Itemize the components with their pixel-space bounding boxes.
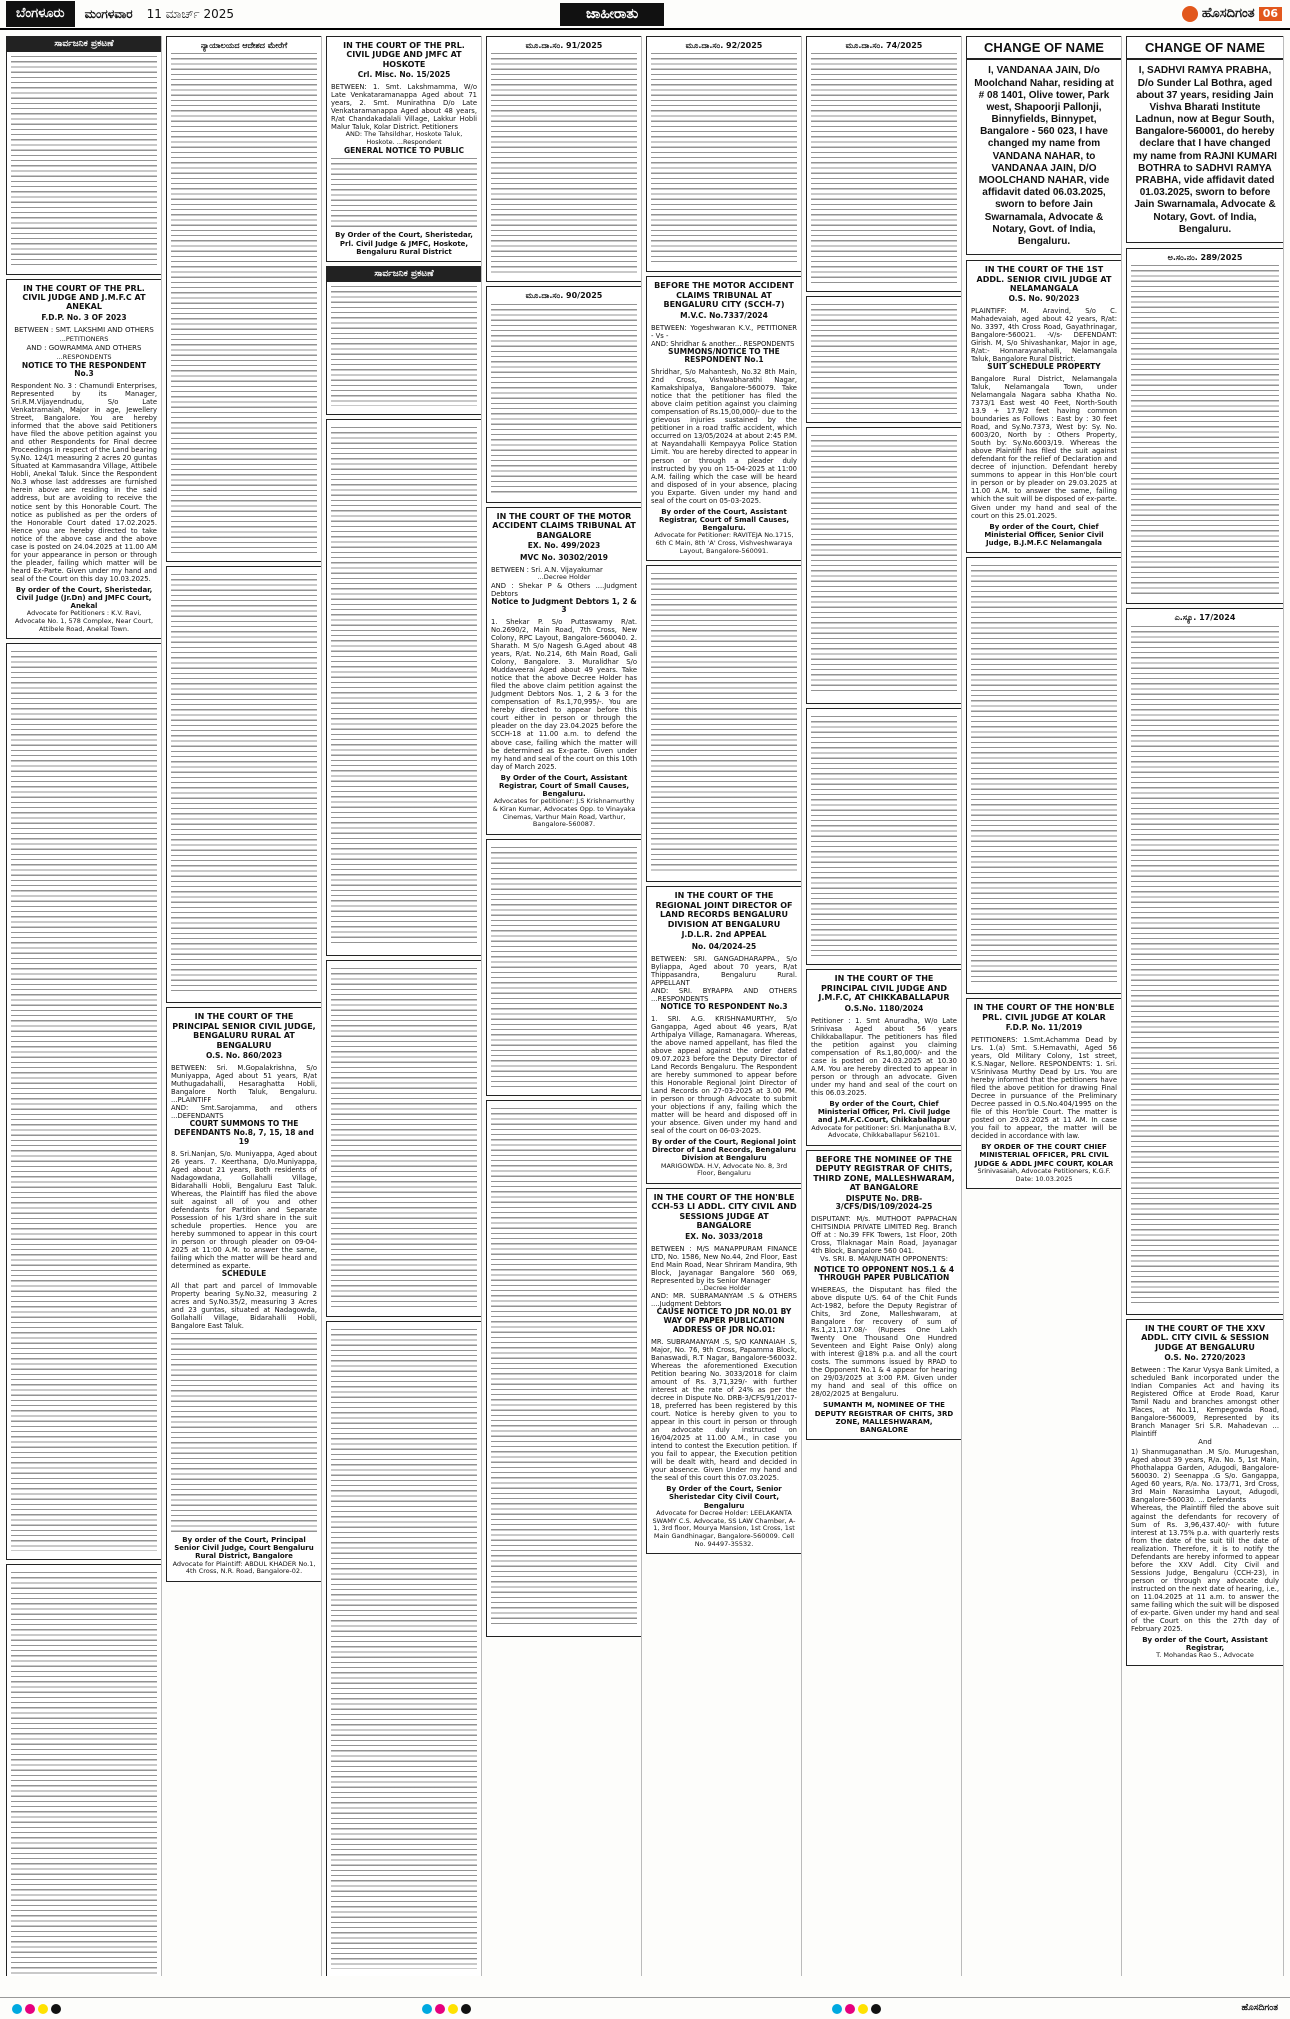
brand-logo-icon [1182,6,1198,22]
footer-brand: ಹೊಸದಿಗಂತ [1241,2003,1278,2014]
notice-heading: IN THE COURT OF THE PRINCIPAL SENIOR CIVIL JUDGE, BENGALURU RURAL AT BENGALURU [172,1012,316,1050]
change-of-name-1 [966,36,1122,255]
advocate-info: Srinivasaiah, Advocate Petitioners, K.G.F. Date: 10.03.2025 [977,1166,1111,1183]
public-notice-header: ಸಾರ್ವಜನಿಕ ಪ್ರಕಟಣೆ [7,37,161,52]
kannada-notice-10 [486,839,642,1096]
disputant-line: DISPUTANT: M/s. MUTHOOT PAPPACHAN CHITSINDIA PRIVATE LIMITED Reg. Branch Off at : No.39 FFK Towers, 1st Floor, 20th Cross, Tilaknagar Main Road, Jayanagar 4th Block, Bangalore 560 041. [811,1215,957,1256]
appeal-number: No. 04/2024-25 [691,941,757,951]
notice-heading: IN THE COURT OF THE REGIONAL JOINT DIRECTOR OF LAND RECORDS BENGALURU DIVISION AT BENGALURU [655,891,793,929]
kannada-notice-18 [1126,248,1284,604]
notice-heading: IN THE COURT OF THE HON'BLE CCH-53 LI ADDL. CITY CIVIL AND SESSIONS JUDGE AT BANGALORE [651,1192,797,1231]
notice-heading: ಎ.ಸ್ಯೂ. 17/2024 [1174,613,1236,623]
kannada-notice-4 [166,566,322,1003]
court-signature: By order of the Court, Chief Ministerial Officer, Senior Civil Judge, B.J.M.F.C Nelamangala [984,522,1104,548]
notice-to: NOTICE TO RESPONDENT No.3 [660,1001,788,1011]
notice-heading: BEFORE THE NOMINEE OF THE DEPUTY REGISTRAR OF CHITS, THIRD ZONE, MALLESHWARAM, AT BANGALORE [813,1154,955,1193]
vs-line: Vs. SRI. B. MANJUNATH OPPONENTS: [820,1255,948,1264]
kannada-notice-12 [646,36,802,272]
kannada-notice-19 [1126,608,1284,1314]
xxv-addl-notice [1126,1319,1284,1666]
kannada-notice-14 [806,36,962,292]
column-6 [806,36,962,1976]
advocate-info: Advocate for Decree Holder: LEELAKANTA SWAMY C.S. Advocate, SS LAW Chamber, A-1, 3rd floor, Mourya Mansion, 1st Cross, 1st Main Gandhinagar, Bangalore-560009. Cell No. 94497-35532. [652,1508,796,1548]
notice-text-block [331,158,477,228]
yellow-dot-icon [858,2004,868,2014]
and-line: AND : Shekar P & Others ....Judgment Debtors [491,581,637,598]
notice-heading: ನ್ಯಾಯಾಲಯದ ಆದೇಶದ ಮೇರೆಗೆ [200,41,288,50]
notice-body: Respondent No. 3 : Chamundi Enterprises, Represented by its Manager, Sri.R.M.Vijayendrudu, S/o Late Venkatramaiah, Major in age, Jewellery Street, Bangalore. You are hereby informed that the above said Petitioners have filed the above petition against you and other Respondents for Final decree Proceedings in respect of the Land bearing Sy.No. 124/1 measuring 2 acres 20 guntas Situated at Kammasandra Village, Attibele Hobli, Anekal Taluk. Since the Respondent No.3 whose last addresses are furnished herein above are residing in the said address, but are avoiding to receive the notice sent by this Honorable Court. The notice as published as per the orders of the Honorable Court dated 17.02.2025. Hence you are hereby directed to take notice of the above case and the above case is posted on 24.04.2025 at 11.00 AM for your appearance in person or through the pleader, failing which matter will be heard Ex-Parte. Given under my hand and seal of the Court on this day 10.03.2025. [11,382,157,583]
and-line: AND: MR. SUBRAMANYAM .S & OTHERS ....Judgment Debtors [651,1292,797,1309]
court-signature: By order of the Court, Assistant Registrar, Court of Small Causes, Bengaluru. [658,507,790,533]
court-signature: By order of the Court, Regional Joint Director of Land Records, Bengaluru Division at Bengaluru [652,1137,796,1163]
notice-body: 8. Sri.Nanjan, S/o. Muniyappa, Aged about 26 years. 7. Keerthana, D/o.Muniyappa, Aged about 21 years, Both residents of Nadagowdana, Gollahalli Village, Bidarahalli Hobli, Bengaluru East Taluk. Whereas, the Plaintiff has filed the above suit against all of you and other defendants for Partition and Separate Possession of his 1/3rd share in the suit schedule properties. Hence you are hereby summoned to appear in this court in person or through pleader on 09-04-2025 at 11:00 A.M. to answer the same, failing which the matter will be heard and determined as exparte. [171,1149,317,1270]
notice-body: BETWEEN: 1. Smt. Lakshmamma, W/o Late Venkataramanappa Aged about 71 years, 2. Smt. Munirathna D/o Late Venkataramanappa Aged about 48 years, R/at Chandakadalali Village, Lakkur Hobli Malur Taluk, Kolar District. Petitioners [331,83,477,132]
registration-marks-left [12,2004,61,2014]
and-line: And [1198,1438,1212,1447]
notice-to: NOTICE TO OPPONENT NOS.1 & 4 THROUGH PAPER PUBLICATION [813,1264,955,1283]
case-number: DISPUTE No. DRB-3/CFS/DIS/109/2024-25 [835,1193,933,1212]
summons-title: COURT SUMMONS TO THE DEFENDANTS No.8, 7, 15, 18 and 19 [174,1119,314,1146]
edition-number: 06 [1259,7,1282,22]
notice-text-block [651,53,797,263]
between-line: BETWEEN: Yogeshwaran K.V., PETITIONER - Vs - [651,323,797,340]
court-signature: By order of the Court, Chief Ministerial Officer, Prl. Civil Judge and J.M.F.C.Court, Chikkaballapur [817,1099,951,1125]
hoskote-court-notice [326,36,482,262]
date-label: 11 ಮಾರ್ಚ್ 2025 [146,6,234,21]
change-of-name-text: I, SADHVI RAMYA PRABHA, D/o Sunder Lal Bothra, aged about 37 years, residing Jain Vishva Bharati Institute Ladnun, now at Begur South, Bangalore-560001, do hereby declare that I have changed my name from RAJNI KUMARI BOTHRA to SADHVI RAMYA PRABHA, vide affidavit dated 01.03.2025, sworn to before Jain Swarnamala, Advocate & Notary, Govt. of India, Bengaluru. [1133,65,1277,235]
kannada-notice-8 [486,36,642,282]
between-line: Between : The Karur Vysya Bank Limited, a scheduled Bank incorporated under the Indian Companies Act and having its Registered Office at Erode Road, Karur Tamil Nadu and branches amongst other Places, at No.11, Kempegowda Road, Bangalore-560009, Represented by its Branch Manager Sri S.R. Mahadevan ... Plaintiff [1131,1365,1279,1439]
notice-to: SUMMONS/NOTICE TO THE RESPONDENT No.1 [668,346,780,365]
schedule-body: Bangalore Rural District, Nelamangala Taluk, Nelamangala Town, under Nelamangala Nagara sabha Khatha No. 7373/1 East west 40 Feet, North-South 13.9 + 17.9/2 feet having common boundaries as Follows : East by : 30 feet Road, and Sy.No.7373, West by: Sy. No. 6003/20, North by : Others Property, South by: Sy.No.6003/19. Whereas the above Plaintiff has filed the suit against defendant for the relief of Declaration and decree of injunction. Defendant hereby summons to appear in this Hon'ble court in person or by pleader on 29.03.2025 at 11.00 A.M. to answer the same, failing which the suit will be disposed of ex-parte. Given under my hand and seal of the court on this 25.01.2025. [971,375,1117,520]
column-8 [1126,36,1284,1976]
column-7 [966,36,1122,1976]
kolar-notice [966,998,1122,1189]
cyan-dot-icon [12,2004,22,2014]
notice-text-block [1131,265,1279,595]
public-notice-ad [6,36,162,275]
kannada-notice-13 [646,565,802,882]
notice-body: MR. SUBRAMANYAM .S, S/O KANNAIAH .S, Major, No. 76, 9th Cross, Papamma Block, Banaswadi, R.T Nagar, Bangalore-560032. Whereas the aforementioned Execution Petition bearing No. 3033/2018 for claim amount of Rs. 3,71,329/- with further interest at the rate of 24% as per the decree in Dispute No. DRB-3/CFS/91/2017-18, preferred has been registered by this court. Notice is hereby given to you to appear in this court in person or through an advocate duly instructed on 16/04/2025 at 11.00 A.M., in case you intend to contest the Execution petition. If you fail to appear, the Execution petition will be dealt with, heard and decided in your absence. Given Under my hand and the seal of this court this 07.03.2025. [651,1337,797,1483]
kannada-notice-16 [806,708,962,965]
principal-senior-civil-notice [166,1007,322,1581]
respondent-line: AND: The Tahsildhar, Hoskote Taluk, Hoskote. ...Respondent [345,130,463,146]
masthead [0,0,1290,30]
court-signature: By order of the Court, Principal Senior Civil Judge, Court Bengaluru Rural District, Bangalore [174,1535,314,1561]
notice-text-block [1131,626,1279,1306]
notice-heading: ಮೂ.ದಾ.ಸಂ. 91/2025 [525,41,603,50]
notice-heading: IN THE COURT OF THE HON'BLE PRL. CIVIL JUDGE AT KOLAR [973,1003,1115,1022]
notice-body: PETITIONERS: 1.Smt.Achamma Dead by Lrs. 1.(a) Smt. S.Hemavathi, Aged 56 years, Old Military Colony, 1st street, K.S.Nagar, Nellore. RESPONDENTS: 1. Sri. V.Srinivasa Murthy Dead by Lrs. You are hereby informed that the petitioners have filed the above petition for drawing Final Decree in pursuance of the Preliminary Decree passed in O.S.No.404/1995 on the file of this Hon'ble Court. The matter is posted on 29.03.2025 at 11 AM. In case you fail to appear, the matter will be decided in accordance with law. [971,1036,1117,1141]
kannada-notice-5 [326,419,482,956]
day-label: ಮಂಗಳವಾರ [84,6,133,21]
schedule-body: All that part and parcel of Immovable Property bearing Sy.No.32, measuring 2 acres and Sy.No.35/2, measuring 3 Acres and 23 guntas, situated at Nadagowda, Gollahalli Village, Bidarahalli Hobli, Bangalore East Taluk. [171,1281,317,1330]
registration-marks-right [832,2004,881,2014]
notice-text-block [11,56,157,266]
notice-body: WHEREAS, the Disputant has filed the above dispute U/S. 64 of the Chit Funds Act-1982, before the Deputy Registrar of Chits, 3rd Zone, Malleshwaram, at Bangalore for recovery of sum of Rs.1,21,117.08/- (Rupees One Lakh Twenty One Thousand One Hundred Seventeen and Eight Paise Only) along with interest @18% p.a. and all the court costs. The summons issued by RPAD to the Opponent No.1 & 4 appear for hearing on 29/03/2025 at 3:00 P.M. Given under my hand and seal of this office on 28/02/2025 at Bengaluru. [811,1286,957,1399]
column-5 [646,36,802,1976]
notice-text-block [811,716,957,956]
court-signature: SUMANTH M, NOMINEE OF THE DEPUTY REGISTRAR OF CHITS, 3RD ZONE, MALLESHWARAM, BANGALORE [814,1401,954,1435]
yellow-dot-icon [38,2004,48,2014]
column-4 [486,36,642,1976]
notice-text-block [11,651,157,1551]
between-line: BETWEEN: SRI. GANGADHARAPPA., S/o Byliappa, Aged about 70 years, R/at Thippasandra, Bengaluru Rural. APPELLANT [651,954,797,987]
notice-to: NOTICE TO THE RESPONDENT No.3 [21,360,147,379]
anekal-court-notice [6,279,162,640]
schedule-title: SUIT SCHEDULE PROPERTY [987,362,1101,372]
regional-joint-director-notice [646,886,802,1184]
advocate-info: Advocate for Petitioner: RAVITEJA No.1715, 6th C Main, 8th 'A' Cross, Vishveshwaraya Layout, Bangalore-560091. [654,531,794,555]
notice-text-block [11,1572,157,1976]
kannada-notice-11 [486,1100,642,1637]
case-number: O.S. No. 90/2023 [1008,294,1080,304]
cyan-dot-icon [422,2004,432,2014]
notice-heading: IN THE COURT OF THE 1ST ADDL. SENIOR CIVIL JUDGE AT NELAMANGALA [976,265,1112,294]
city-label: ಬೆಂಗಳೂರು [6,1,75,26]
case-number: EX. No. 499/2023 [527,541,601,551]
notice-heading: ಮೂ.ದಾ.ಸಂ. 90/2025 [525,291,603,301]
notice-text-block [971,565,1117,985]
case-number: EX. No. 3033/2018 [685,1231,763,1241]
advocate-info: MARIGOWDA. H.V, Advocate No. 8, 3rd Floor, Bengaluru [660,1161,788,1178]
court-signature: By Order of the Court, Senior Sheristedar City Civil Court, Bengaluru [666,1485,782,1510]
kannada-notice-6 [326,960,482,1317]
black-dot-icon [51,2004,61,2014]
schedule-title: SCHEDULE [221,1268,267,1278]
notice-heading: ಅ.ಸಂ.ನಂ. 289/2025 [1167,252,1243,262]
change-of-name-text: I, VANDANAA JAIN, D/o Moolchand Nahar, residing at # 08 1401, Olive tower, Park west, Shapoorji Pallonji, Binnyfields, Binnypet, Bangalore - 560 023, I have changed my name from VANDANA NAHAR, to VANDANAA JAIN, D/O MOOLCHAND NAHAR, vide affidavit dated 06.03.2025, sworn to before Jain Swarnamala, Advocate & Notary, Govt. of India, Bengaluru. [974,65,1114,247]
between-line: BETWEEN : M/S MANAPPURAM FINANCE LTD, No. 1586, New No.44, 2nd Floor, East End Main Road, Near Shriram Mandira, 9th Block, Jayanagar Bangalore 560 069, Represented by its Senior Manager [651,1244,797,1285]
general-notice-title: GENERAL NOTICE TO PUBLIC [344,145,464,155]
case-number: J.D.L.R. 2nd APPEAL [681,930,767,940]
kannada-notice-7 [326,1321,482,1976]
notice-text-block [331,427,477,947]
and-line: AND: SRI. BYRAPPA AND OTHERS ...RESPONDENTS [651,986,797,1003]
notice-heading: ಮೂ.ದಾ.ಸಂ. 74/2025 [845,41,923,50]
notice-text-block [811,53,957,283]
court-signature: By Order of the Court, Sheristedar, Prl. Civil Judge & JMFC, Hoskote, Bengaluru Rural District [335,231,473,256]
advocate-info: Advocates for petitioner: J.S Krishnamurthy & Kiran Kumar, Advocates Opp. to Vinayaka Cinemas, Varthur Main Road, Varthur, Bangalore-560087. [492,797,636,829]
notice-body: 1. Shekar P. S/o Puttaswamy R/at. No.2690/2, Main Road, 7th Cross, New Colony, RPC Layout, Bangalore-560040. 2. Sharath. M S/o Nagesh G.Aged about 48 years, R/at. No.214, 6th Main Road, Gali Colony, Bangalore. 3. Muralidhar S/o Muddaveerai Aged about 49 years. Take notice that the above Decree Holder has filed the above claim petition against the Judgment Debtors Nos. 1, 2 & 3 for the compensation of Rs.1,70,995/-. You are hereby directed to appear before this court either in person or through the pleader on the day 23.04.2025 before the SCCH-18 at 11.00 a.m. to defend the above case, failing which the matter will be determined as Ex-parte. Given under my hand and seal of the court on this 10th day of March 2025. [491,618,637,771]
brand-name: ಹೊಸದಿಗಂತ [1201,6,1255,22]
nelamangala-notice [966,260,1122,553]
case-number: F.D.P. No. 11/2019 [1005,1023,1083,1033]
notice-heading: BEFORE THE MOTOR ACCIDENT CLAIMS TRIBUNAL AT BENGALURU CITY (SCCH-7) [654,281,794,310]
decree-label: ...Decree Holder [537,572,591,581]
notice-body: Whereas, the Plaintiff filed the above suit against the defendants for recovery of Sum of Rs. 3,96,437.40/- with future interest at 13.75% p.a. with quarterly rests from the date of the suit till the date of realization. Therefore, it is to notify the Defendants are hereby informed to appear before the XXV Addl. City Civil and Sessions Judge, Bengaluru (CCH-23), in person or through any advocate duly instructed on the next date of hearing, i.e., on 11.04.2025 at 11 a.m. to answer the same failing which the suit will be disposed of ex-parte. Given under my hand and seal of the Court on this the 27th day of February 2025. [1131,1504,1279,1633]
notice-text-block [171,574,317,994]
public-notice-header: ಸಾರ್ವಜನಿಕ ಪ್ರಕಟಣೆ [327,267,481,282]
notice-text-block [651,573,797,873]
notice-text-block [811,435,957,695]
kannada-notice-15 [806,427,962,704]
advocate-info: Advocate for petitioner: Sri. Manjunatha B.V, Advocate, Chikkaballapur 562101. [811,1123,957,1140]
between-line: BETWEEN : SMT. LAKSHMI AND OTHERS [14,325,154,334]
notice-heading: ಮೂ.ದಾ.ಸಂ. 92/2025 [685,41,763,50]
change-of-name-title: CHANGE OF NAME [1127,37,1283,60]
column-3 [326,36,482,1976]
kannada-notice-3 [166,36,322,562]
notice-text-block [491,304,637,494]
notice-body: PLAINTIFF: M. Aravind, S/o C. Mahadevaiah, aged about 42 years, R/at: No. 3397, 4th Cross Road, Gayathrinagar, Bangalore-560021. -V/s- DEFENDANT: Girish. M, S/o Shivashankar, Major in age, R/at:- Honnarayanahalli, Nelamangala Taluk, Bangalore Rural District. [971,307,1117,364]
cch53-notice [646,1188,802,1554]
court-signature: By order of the Court, Sheristedar, Civil Judge (Jr.Dn) and JMFC Court, Anekal [15,585,153,611]
court-signature: By order of the Court, Assistant Registrar, [1142,1635,1268,1652]
kannada-notice-9 [486,286,642,502]
magenta-dot-icon [25,2004,35,2014]
case-number: O.S.No. 1180/2024 [844,1003,924,1013]
notice-text-block [491,847,637,1087]
registration-marks-center [422,2004,471,2014]
mvc-number: MVC No. 30302/2019 [520,553,608,563]
respondent-line: AND: Shridhar & another... RESPONDENTS [651,339,795,348]
court-signature: By Order of the Court, Assistant Registrar, Court of Small Causes, Bengaluru. [498,773,630,799]
black-dot-icon [461,2004,471,2014]
notice-heading: IN THE COURT OF THE PRL. CIVIL JUDGE AND JMFC AT HOSKOTE [343,41,465,69]
chikkaballapur-notice [806,969,962,1145]
kannada-notice-1 [6,643,162,1560]
section-title: ಜಾಹೀರಾತು [560,3,664,26]
kannada-notice-2 [6,1564,162,1976]
mact-sole-notice [646,276,802,561]
column-1 [6,36,162,1976]
column-2 [166,36,322,1976]
advocate-info: Advocate for Petitioners : K.V. Ravi, Advocate No. 1, 578 Complex, Near Court, Attibele Road, Anekal Town. [14,609,154,633]
yellow-dot-icon [448,2004,458,2014]
chit-nominee-notice [806,1150,962,1441]
between-line: BETWEEN: Sri. M.Gopalakrishna, S/o Muniyappa, Aged about 51 years, R/at Muthugadahalli, Hesaraghatta Hobli, Bangalore North Taluk, Bengaluru. ...PLAINTIFF [171,1064,317,1105]
defendants-line: 1) Shanmuganathan .M S/o. Murugeshan, Aged about 39 years, R/a. No. 5, 1st Main, Phothalappa Garden, Adugodi, Bangalore-560030. 2) Seenappa .G S/o. Gangappa, Aged 60 years, R/a. No. 173/71, 3rd Cross, 3rd Main Narasimha Layout, Adugodi, Bangalore-560030. ... Defendants [1131,1448,1279,1505]
notice-heading: IN THE COURT OF THE XXV ADDL. CITY CIVIL & SESSION JUDGE AT BENGALURU [1141,1323,1269,1352]
notice-text-block [491,1108,637,1628]
case-number: F.D.P. No. 3 OF 2023 [41,312,127,322]
motor-accident-ex-notice [486,507,642,835]
cause-title: CAUSE NOTICE TO JDR NO.01 BY WAY OF PAPER PUBLICATION ADDRESS OF JDR NO.01: [656,1307,792,1335]
brand [1182,6,1282,22]
notice-text-block [171,1333,317,1533]
and-line: AND: Smt.Sarojamma, and others ...DEFENDANTS [171,1104,317,1121]
magenta-dot-icon [845,2004,855,2014]
notice-text-block [331,968,477,1308]
notice-heading: IN THE COURT OF THE PRL. CIVIL JUDGE AND J.M.F.C AT ANEKAL [22,283,146,312]
notice-to: Notice to Judgment Debtors 1, 2 & 3 [491,596,637,615]
notice-heading: IN THE COURT OF THE PRINCIPAL CIVIL JUDGE AND J.M.F.C, AT CHIKKABALLAPUR [818,974,950,1003]
notice-body: Shridhar, S/o Mahantesh, No.32 8th Main, 2nd Cross, Vishwabharathi Nagar, Kamakshipalya, Bangalore-560079. Take notice that the petitioner has filed the above claim petition against you claiming compensation of Rs.15,00,000/- due to the grievous injuries sustained by the petitioner in a road traffic accident, which occurred on 13/05/2024 at about 2:45 P.M. at Nayandahalli Kempayya Police Station Limit. You are hereby directed to appear in person or through a pleader duly instructed by you on 15-04-2025 at 11:00 A.M. failing which the case will be heard and disposed of in your absence, placing you Exparte. Given under my hand and seal of the court on 05-03-2025. [651,368,797,505]
change-of-name-2 [1126,36,1284,243]
notice-text-block [331,286,477,406]
magenta-dot-icon [435,2004,445,2014]
notice-body: 1. SRI. A.G. KRISHNAMURTHY, S/o Gangappa, Aged about 46 years, R/at Arthipalya Village, Ramanagara. Whereas, the above named appellant, has filed the above appeal against the order dated 09.07.2023 before the Deputy Director of Land Records Bengaluru. The Respondent are hereby summoned to appear before this Honorable Regional Joint Director of Land Records on 27-03-2025 at 3.00 PM. in person or through Advocate to submit your objections if any, failing which the matter will be heard and disposed off in your absence. Given under my hand and seal of the court on 06-03-2025. [651,1014,797,1135]
kannada-notice-17 [966,557,1122,994]
change-of-name-title: CHANGE OF NAME [967,37,1121,60]
notice-text-block [491,53,637,273]
notice-text-block [811,304,957,414]
kannada-display-ad [806,296,962,423]
notice-text-block [171,53,317,553]
and-line: AND : GOWRAMMA AND OTHERS [26,343,142,352]
notice-heading: IN THE COURT OF THE MOTOR ACCIDENT CLAIMS TRIBUNAL AT BANGALORE [492,511,636,540]
case-number: O.S. No. 860/2023 [205,1051,283,1061]
case-number: O.S. No. 2720/2023 [1164,1353,1246,1363]
notice-body: Petitioner : 1. Smt Anuradha, W/o Late Srinivasa Aged about 56 years Chikkaballapur. The petitioners has filed the petition against you claiming compensation of Rs.1,80,000/- and the case is posted on 24.03.2025 at 10.30 A.M. You are hereby directed to appear in person or through an advocate. Given under my hand and seal of the court on this 06.03.2025. [811,1016,957,1097]
cyan-dot-icon [832,2004,842,2014]
advocate-info: Advocate for Plaintiff: ABDUL KHADER No.1, 4th Cross, N.R. Road, Bangalore-02. [172,1559,316,1576]
decree-label: ...Decree Holder [697,1283,751,1292]
between-line: BETWEEN : Sri. A.N. Vijayakumar [491,565,603,574]
advocate-info: T. Mohandas Rao S., Advocate [1156,1651,1254,1660]
court-signature: BY ORDER OF THE COURT CHIEF MINISTERIAL OFFICER, PRL CIVIL JUDGE & ADDL JMFC COURT, KOLAR [974,1143,1114,1168]
petitioners-label: ...PETITIONERS [59,335,109,344]
black-dot-icon [871,2004,881,2014]
respondents-label: ...RESPONDENTS [56,352,112,361]
footer [0,1997,1290,2019]
notice-text-block [331,1329,477,1969]
case-number: Crl. Misc. No. 15/2025 [357,70,451,80]
public-notice-ad-2 [326,266,482,415]
case-number: M.V.C. No.7337/2024 [680,310,768,320]
